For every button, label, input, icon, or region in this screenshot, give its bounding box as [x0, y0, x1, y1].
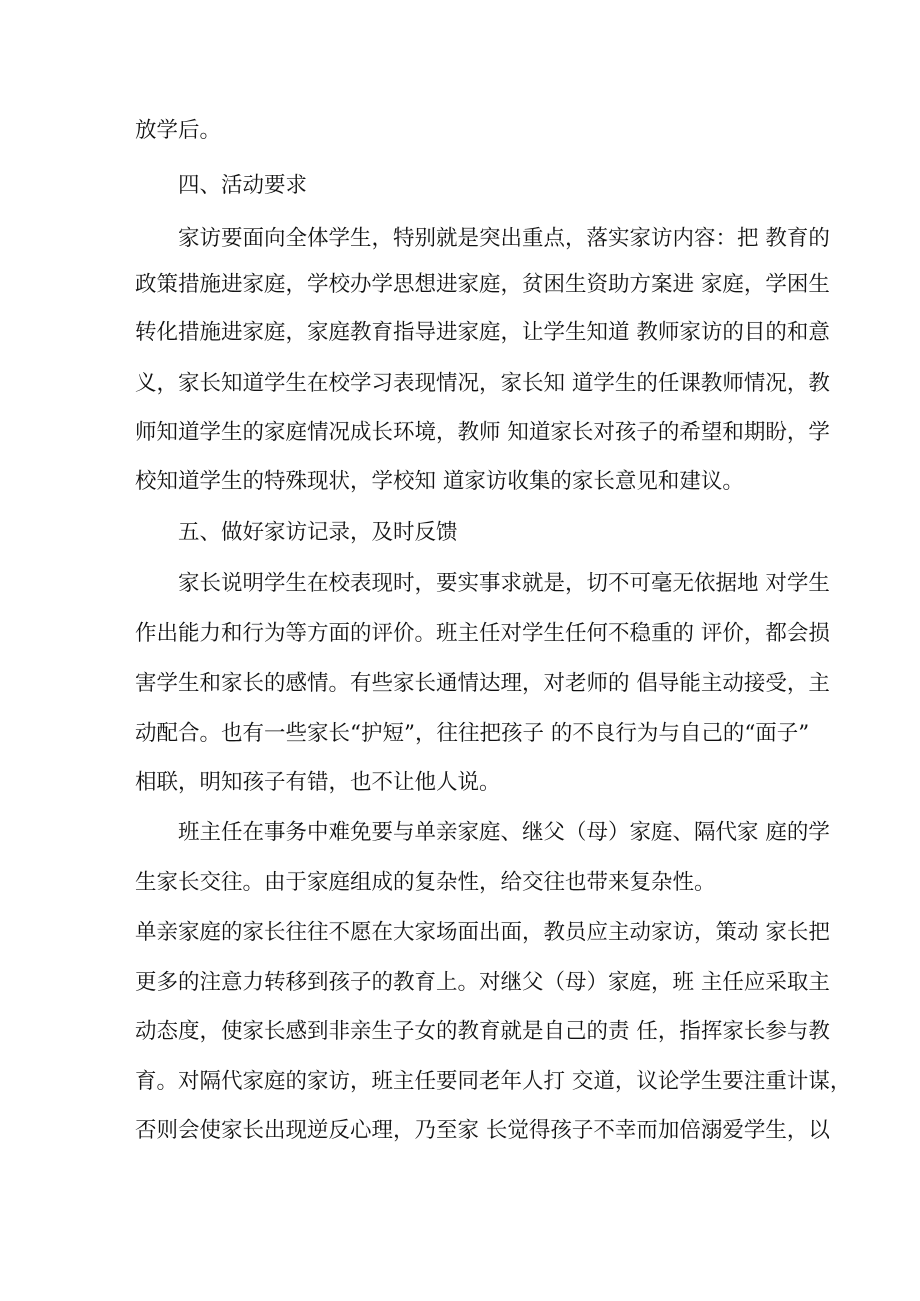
paragraph-line: 家访要面向全体学生，特别就是突出重点，落实家访内容：把 教育的: [178, 226, 830, 251]
paragraph-line: 动态度，使家长感到非亲生子女的教育就是自己的责 任，指挥家长参与教: [135, 1019, 830, 1044]
paragraph-line: 师知道学生的家庭情况成长环境，教师 知道家长对孩子的希望和期盼，学: [135, 420, 830, 445]
paragraph-line: 育。对隔代家庭的家访，班主任要同老年人打 交道，议论学生要注重计谋，: [135, 1069, 852, 1094]
paragraph-line: 家长说明学生在校表现时，要实事求就是，切不可毫无依据地 对学生: [178, 571, 830, 596]
paragraph-line: 政策措施进家庭，学校办学思想进家庭，贫困生资助方案进 家庭，学困生: [135, 272, 830, 297]
paragraph-line: 校知道学生的特殊现状，学校知 道家访收集的家长意见和建议。: [135, 469, 744, 494]
section-heading-4: 四、活动要求: [178, 173, 308, 198]
paragraph-line: 否则会使家长出现逆反心理，乃至家 长觉得孩子不幸而加倍溺爱学生，以: [135, 1118, 830, 1143]
paragraph-line: 相联，明知孩子有错，也不让他人说。: [135, 770, 501, 795]
paragraph-line: 害学生和家长的感情。有些家长通情达理，对老师的 倡导能主动接受，主: [135, 671, 830, 696]
paragraph-line: 更多的注意力转移到孩子的教育上。对继父（母）家庭，班 主任应采取主: [135, 970, 830, 995]
paragraph-line: 动配合。也有一些家长“护短”，往往把孩子 的不良行为与自己的“面子”: [135, 721, 810, 746]
paragraph-line: 转化措施进家庭，家庭教育指导进家庭，让学生知道 教师家访的目的和意: [135, 320, 830, 345]
section-heading-5: 五、做好家访记录，及时反馈: [178, 520, 458, 545]
paragraph-line: 作出能力和行为等方面的评价。班主任对学生任何不稳重的 评价，都会损: [135, 621, 830, 646]
paragraph-line: 义，家长知道学生在校学习表现情况，家长知 道学生的任课教师情况，教: [135, 371, 830, 396]
paragraph-line: 班主任在事务中难免要与单亲家庭、继父（母）家庭、隔代家 庭的学: [178, 820, 830, 845]
paragraph-line: 单亲家庭的家长往往不愿在大家场面出面，教员应主动家访，策动 家长把: [135, 920, 830, 945]
text-line-1: 放学后。: [135, 118, 222, 143]
paragraph-line: 生家长交往。由于家庭组成的复杂性，给交往也带来复杂性。: [135, 870, 716, 895]
